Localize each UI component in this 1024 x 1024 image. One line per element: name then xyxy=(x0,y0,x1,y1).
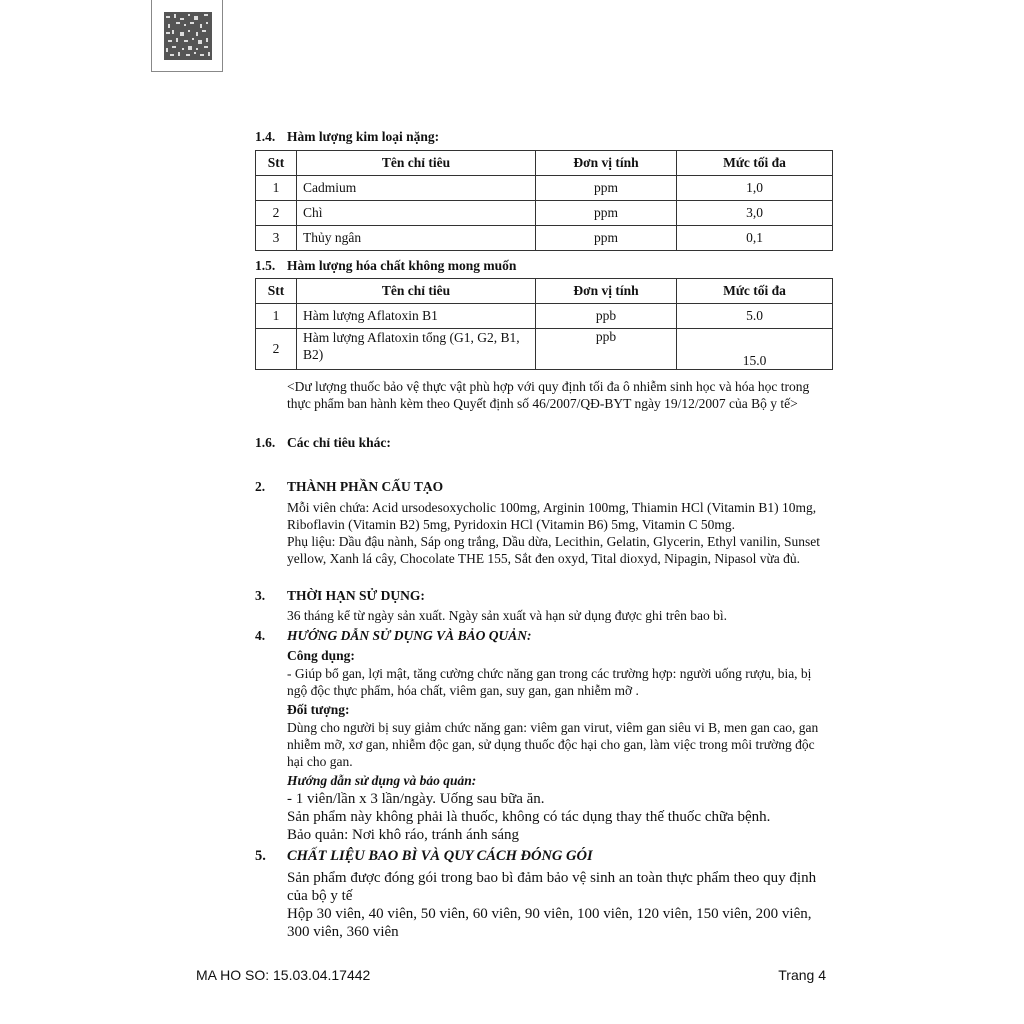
uses-text: - Giúp bổ gan, lợi mật, tăng cường chức năng gan trong các trường hợp: người uống rượu, bia, bị ngộ độc thực phẩm, hóa chất, viêm gan, suy gan, gan nhiễm mỡ . xyxy=(287,666,812,698)
section-3-heading xyxy=(255,588,425,604)
cell-name: Chì xyxy=(297,201,536,226)
cell-max: 15.0 xyxy=(677,329,833,370)
heavy-metal-table xyxy=(255,150,833,251)
not-medicine-text: Sản phẩm này không phải là thuốc, không có tác dụng thay thế thuốc chữa bệnh. xyxy=(287,809,771,825)
col-header-unit: Đơn vị tính xyxy=(536,151,677,176)
section-title: HƯỚNG DẪN SỬ DỤNG VÀ BẢO QUẢN: xyxy=(287,628,532,643)
document-code: MA HO SO: 15.03.04.17442 xyxy=(196,967,371,983)
cell-max: 3,0 xyxy=(677,201,833,226)
shelf-life-text: 36 tháng kể từ ngày sản xuất. Ngày sản xuất và hạn sử dụng được ghi trên bao bì. xyxy=(287,608,727,623)
packaging-text: Sản phẩm được đóng gói trong bao bì đảm bảo vệ sinh an toàn thực phẩm theo quy định của bộ y tế xyxy=(287,870,817,904)
cell-unit: ppm xyxy=(536,176,677,201)
cell-name: Thủy ngân xyxy=(297,226,536,251)
cell-max: 5.0 xyxy=(677,304,833,329)
dosage-text: - 1 viên/lần x 3 lần/ngày. Uống sau bữa ăn. xyxy=(287,791,545,807)
section-number: 1.4. xyxy=(255,129,276,144)
section-title: Hàm lượng kim loại nặng: xyxy=(287,129,440,144)
cell-name: Cadmium xyxy=(297,176,536,201)
chemical-table xyxy=(255,278,833,370)
col-header-stt: Stt xyxy=(256,151,297,176)
section-1-5-heading xyxy=(255,258,516,274)
cell-stt: 1 xyxy=(256,176,297,201)
section-1-6-heading xyxy=(255,435,391,451)
section-number: 1.5. xyxy=(255,258,276,273)
table-row xyxy=(256,201,833,226)
section-number: 2. xyxy=(255,479,266,494)
col-header-stt: Stt xyxy=(256,279,297,304)
cell-stt: 1 xyxy=(256,304,297,329)
section-number: 1.6. xyxy=(255,435,276,450)
storage-text: Bảo quản: Nơi khô ráo, tránh ánh sáng xyxy=(287,827,520,843)
cell-name: Hàm lượng Aflatoxin tổng (G1, G2, B1, B2) xyxy=(297,329,536,370)
target-text: Dùng cho người bị suy giảm chức năng gan: viêm gan virut, viêm gan siêu vi B, men gan cao, gan nhiễm mỡ, xơ gan, nhiễm độc gan, sử dụng thuốc độc hại cho gan, làm việc trong môi trường độc hại cho gan. xyxy=(287,720,819,769)
page-number: Trang 4 xyxy=(778,967,826,983)
section-1-4-heading xyxy=(255,129,439,145)
cell-max: 0,1 xyxy=(677,226,833,251)
uses-label: Công dụng: xyxy=(287,648,355,663)
instructions-label: Hướng dẫn sử dụng và bảo quản: xyxy=(287,773,477,788)
cell-unit: ppm xyxy=(536,201,677,226)
section-4-heading xyxy=(255,628,531,644)
table-header-row xyxy=(256,151,833,176)
section-number: 4. xyxy=(255,628,266,643)
table-header-row xyxy=(256,279,833,304)
section-title: THỜI HẠN SỬ DỤNG: xyxy=(287,588,425,603)
cell-stt: 3 xyxy=(256,226,297,251)
section-number: 5. xyxy=(255,848,266,864)
cell-unit: ppm xyxy=(536,226,677,251)
qr-pattern-icon xyxy=(164,12,212,60)
table-row xyxy=(256,304,833,329)
section-2-heading xyxy=(255,479,443,495)
table-row xyxy=(256,176,833,201)
section-title: Các chỉ tiêu khác: xyxy=(287,435,391,450)
section-number: 3. xyxy=(255,588,266,603)
qr-code xyxy=(151,0,223,72)
pack-sizes-text: Hộp 30 viên, 40 viên, 50 viên, 60 viên, 90 viên, 100 viên, 120 viên, 150 viên, 200 viên, 300 viên, 360 viên xyxy=(287,906,812,940)
col-header-unit: Đơn vị tính xyxy=(536,279,677,304)
pesticide-note: <Dư lượng thuốc bảo vệ thực vật phù hợp với quy định tối đa ô nhiễm sinh học và hóa học trong thực phẩm ban hành kèm theo Quyết định số 46/2007/QĐ-BYT ngày 19/12/2007 của Bộ y tế> xyxy=(287,379,810,411)
cell-stt: 2 xyxy=(256,201,297,226)
composition-text: Mỗi viên chứa: Acid ursodesoxycholic 100mg, Arginin 100mg, Thiamin HCl (Vitamin B1) 10mg, Riboflavin (Vitamin B2) 5mg, Pyridoxin HCl (Vitamin B6) 5mg, Vitamin C 50mg. xyxy=(287,500,817,532)
cell-unit: ppb xyxy=(536,329,677,370)
col-header-name: Tên chỉ tiêu xyxy=(297,279,536,304)
col-header-name: Tên chỉ tiêu xyxy=(297,151,536,176)
target-label: Đối tượng: xyxy=(287,702,350,717)
excipients-text: Phụ liệu: Dầu đậu nành, Sáp ong trắng, Dầu dừa, Lecithin, Gelatin, Glycerin, Ethyl vanilin, Sunset yellow, Xanh lá cây, Chocolate THE 155, Sắt đen oxyd, Tital dioxyd, Nipagin, Nipasol vừa đủ. xyxy=(287,534,820,566)
section-title: Hàm lượng hóa chất không mong muốn xyxy=(287,258,517,273)
table-row xyxy=(256,226,833,251)
cell-name: Hàm lượng Aflatoxin B1 xyxy=(297,304,536,329)
col-header-max: Mức tối đa xyxy=(677,279,833,304)
cell-unit: ppb xyxy=(536,304,677,329)
cell-max: 1,0 xyxy=(677,176,833,201)
cell-stt: 2 xyxy=(256,329,297,370)
table-row xyxy=(256,329,833,370)
section-title: CHẤT LIỆU BAO BÌ VÀ QUY CÁCH ĐÓNG GÓI xyxy=(287,848,593,864)
section-title: THÀNH PHẦN CẤU TẠO xyxy=(287,479,444,494)
col-header-max: Mức tối đa xyxy=(677,151,833,176)
section-5-heading xyxy=(255,848,593,865)
